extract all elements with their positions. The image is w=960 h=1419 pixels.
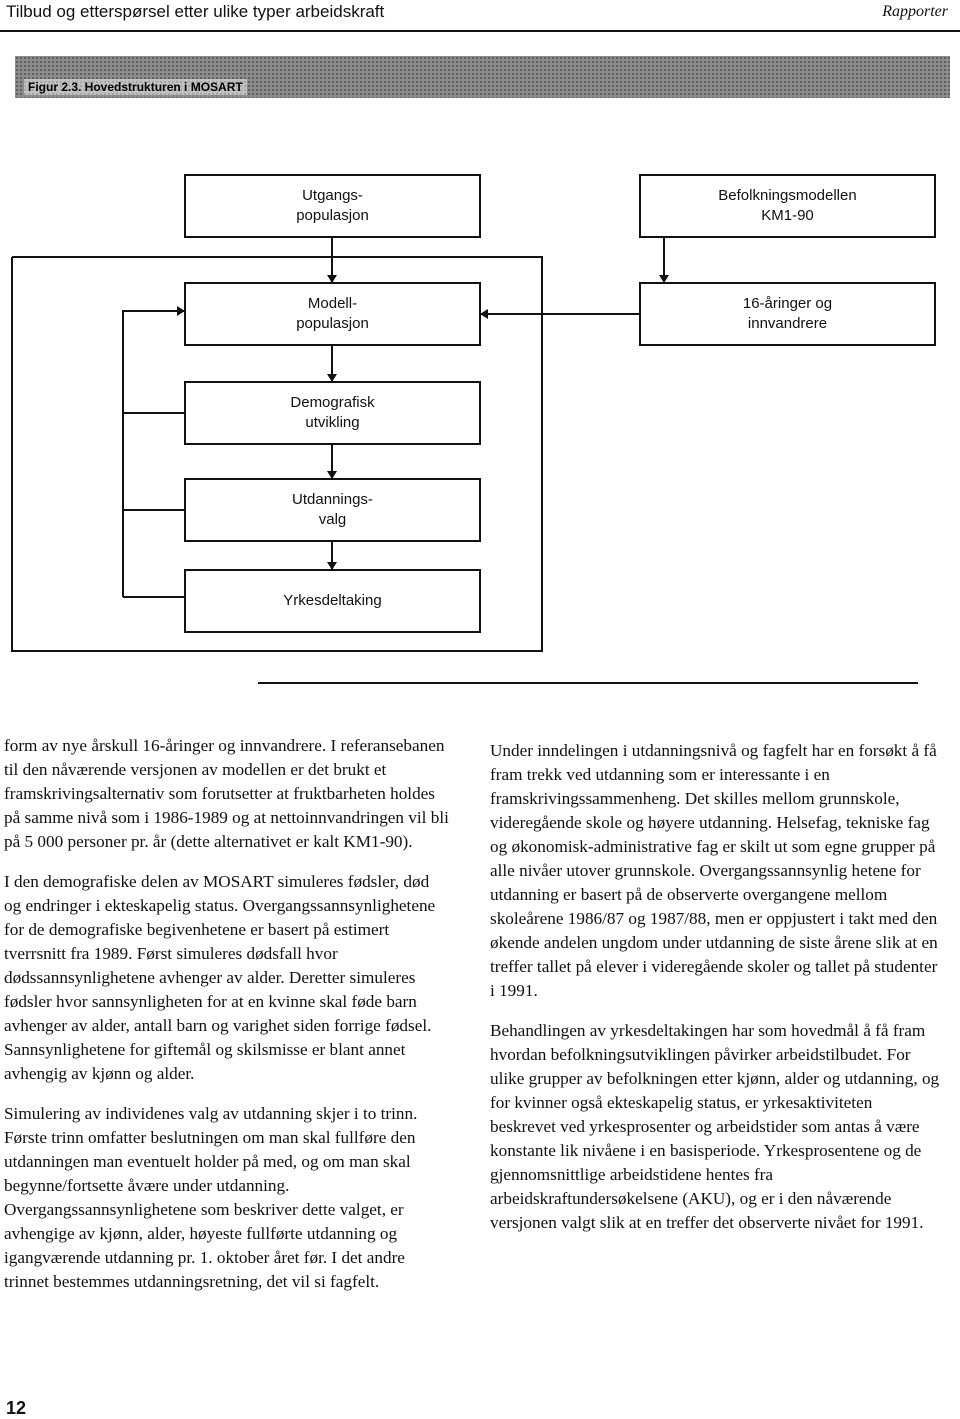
section-label: Rapporter [882,3,948,20]
box-label-utdanningsvalg: Utdannings- valg [292,491,373,528]
body-column-left [4,734,450,1310]
box-label-sekstenaringer: 16-åringer og innvandrere [742,295,833,332]
box-label-demografisk: Demografisk utvikling [290,394,375,431]
figure-bottom-rule [258,682,918,684]
running-title: Tilbud og etterspørsel etter ulike typer arbeidskraft [6,2,385,21]
box-label-utgangspopulasjon: Utgangs- populasjon [296,187,369,224]
body-paragraph: I den demografiske delen av MOSART simuleres fødsler, død og endringer i ekteskapelig status. Overgangssannsynlighetene for de demografiske begivenhetene er basert på estimert tverrsnitt fra 1989. Først simuleres dødsfall hvor dødssannsynlighetene avhenger av alder. Deretter simuleres fødsler hvor sannsynligheten for at en kvinne skal føde barn avhenger av alder, antall barn og varighet siden forrige fødsel. Sannsynlighetene for giftemål og skilsmisse er blant annet avhengig av kjønn og alder. [4,872,436,1083]
flow-diagram [0,0,960,700]
body-paragraph: Under inndelingen i utdanningsnivå og fagfelt har en forsøkt å få fram trekk ved utdanning som er interessante i en framskrivingssammenheng. Det skilles mellom grunnskole, videregående skole og høyere utdanning. Helsefag, tekniske fag og økonomisk-administrative fag er skilt ut som egne grupper på alle nivåer utover grunnskole. Overgangssannsynlig hetene for utdanning er basert på de observerte overgangene mellom skoleårene 1986/87 og 1987/88, men er oppjustert i takt med den økende andelen ungdom under utdanning de siste årene slik at en treffer tallet på elever i videregående skoler og tallet på studenter i 1991. [490,741,938,1000]
box-label-yrkesdeltaking: Yrkesdeltaking [283,592,382,609]
figure-caption: Figur 2.3. Hovedstrukturen i MOSART [24,79,247,95]
feedback-demografisk [123,311,185,413]
body-paragraph: Behandlingen av yrkesdeltakingen har som hovedmål å få fram hvordan befolkningsutviklingen påvirker arbeidstilbudet. For ulike grupper av befolkningen etter kjønn, alder og utdanning, og for kvinner også ekteskapelig status, er yrkesaktiviteten beskrevet ved yrkesprosenter og arbeidstider som antas å være konstante lik nivåene i en basisperiode. Yrkesprosentene og de gjennomsnittlige arbeidstidene hentes fra arbeidskraftundersøkelsene (AKU), og er i den nåværende versjonen valgt slik at en treffer det observerte nivået for 1991. [490,1021,940,1232]
box-label-befolkningsmodellen: Befolkningsmodellen KM1-90 [718,187,857,224]
body-paragraph: Simulering av individenes valg av utdanning skjer i to trinn. Første trinn omfatter beslutningen om man skal fullføre den utdanningen man eventuelt holder på med, og om man skal begynne/fortsette åvære under utdanning. Overgangssannsynlighetene som beskriver dette valget, er avhengige av kjønn, alder, høyeste fullførte utdanning og igangværende utdanning pr. 1. oktober året før. I det andre trinnet bestemmes utdanningsretning, det vil si fagfelt. [4,1104,418,1291]
page-number: 12 [6,1398,27,1418]
box-label-modellpopulasjon: Modell- populasjon [296,295,369,332]
body-column-right [490,739,940,1251]
body-paragraph: form av nye årskull 16-åringer og innvandrere. I referansebanen til den nåværende versjonen av modellen er det brukt et framskrivingsalternativ som forutsetter at fruktbarheten holdes på samme nivå som i 1986-1989 og at nettoinnvandringen vil bli på 5 000 personer pr. år (dette alternativet er kalt KM1-90). [4,736,449,851]
